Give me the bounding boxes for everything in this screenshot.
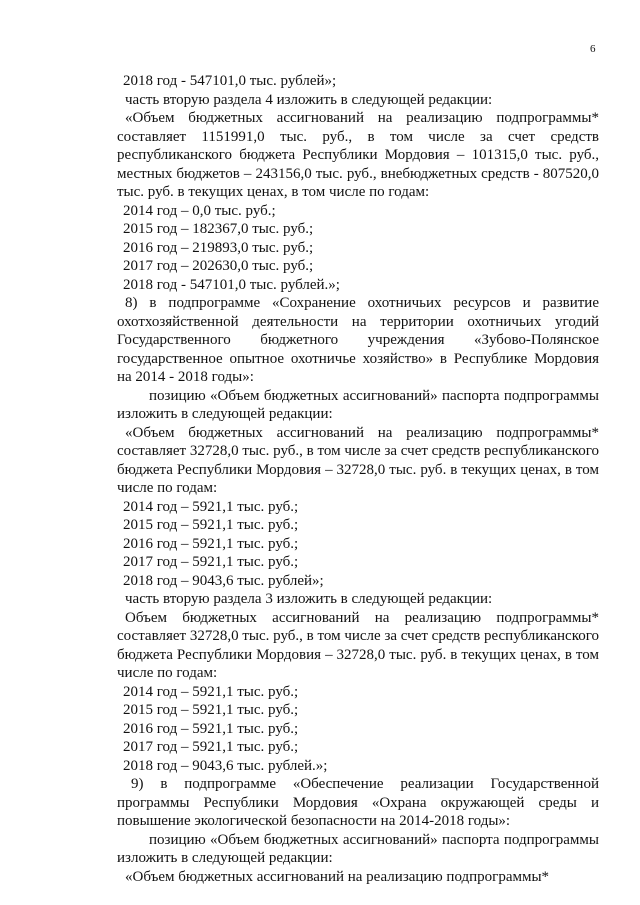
year-line: 2018 год – 9043,6 тыс. рублей»; [123, 572, 324, 589]
year-line: 2014 год – 0,0 тыс. руб.; [123, 202, 276, 219]
year-line: 2015 год – 5921,1 тыс. руб.; [123, 517, 299, 533]
year-line: 2015 год – 182367,0 тыс. руб.; [123, 221, 314, 237]
year-line: 2016 год – 5921,1 тыс. руб.; [123, 720, 299, 737]
document-body [117, 72, 599, 886]
year-line: 2018 год - 547101,0 тыс. рублей.»; [123, 276, 340, 293]
year-line: 2017 год – 5921,1 тыс. руб.; [123, 739, 299, 755]
year-line: 2014 год – 5921,1 тыс. руб.; [123, 683, 299, 700]
paragraph: Объем бюджетных ассигнований на реализацию подпрограммы* составляет 32728,0 тыс. руб., в том числе за счет средств республиканского бюджета Республики Мордовия – 32728,0 тыс. руб. в текущих ценах, в том числе по годам: [117, 609, 599, 681]
year-line: 2014 год – 5921,1 тыс. руб.; [123, 498, 299, 515]
paragraph: позицию «Объем бюджетных ассигнований» паспорта подпрограммы изложить в следующей редакции: [117, 831, 599, 866]
year-line: 2016 год – 219893,0 тыс. руб.; [123, 239, 314, 256]
paragraph: 9) в подпрограмме «Обеспечение реализации Государственной программы Республики Мордовия «Охрана окружающей среды и повышение экологической безопасности на 2014-2018 годы»: [117, 776, 599, 829]
paragraph: «Объем бюджетных ассигнований на реализацию подпрограммы* составляет 1151991,0 тыс. руб., в том числе за счет средств республиканского бюджета Республики Мордовия – 101315,0 тыс. руб., местных бюджетов – 243156,0 тыс. руб., внебюджетных средств - 807520,0 тыс. руб. в текущих ценах, в том числе по годам: [117, 110, 599, 200]
year-line: 2015 год – 5921,1 тыс. руб.; [123, 702, 299, 718]
paragraph: «Объем бюджетных ассигнований на реализацию подпрограммы* составляет 32728,0 тыс. руб., в том числе за счет средств республиканского бюджета Республики Мордовия – 32728,0 тыс. руб. в текущих ценах, в том числе по годам: [117, 424, 599, 496]
year-line: 2018 год – 9043,6 тыс. рублей.»; [123, 757, 328, 774]
text-line: 2018 год - 547101,0 тыс. рублей»; [123, 73, 337, 89]
year-line: 2017 год – 5921,1 тыс. руб.; [123, 554, 299, 570]
year-line: 2016 год – 5921,1 тыс. руб.; [123, 535, 299, 552]
year-line: 2017 год – 202630,0 тыс. руб.; [123, 258, 314, 274]
paragraph: позицию «Объем бюджетных ассигнований» паспорта подпрограммы изложить в следующей редакции: [117, 387, 599, 422]
text-line: часть вторую раздела 4 изложить в следующей редакции: [125, 91, 493, 108]
page-number: 6 [590, 43, 596, 55]
text-line: часть вторую раздела 3 изложить в следующей редакции: [125, 591, 493, 607]
paragraph: «Объем бюджетных ассигнований на реализацию подпрограммы* [125, 868, 550, 885]
paragraph: 8) в подпрограмме «Сохранение охотничьих ресурсов и развитие охотхозяйственной деятельности на территории охотничьих угодий Государственного бюджетного учреждения «Зубово-Полянское государственное опытное охотничье хозяйство» в Республике Мордовия на 2014 - 2018 годы»: [117, 295, 599, 385]
